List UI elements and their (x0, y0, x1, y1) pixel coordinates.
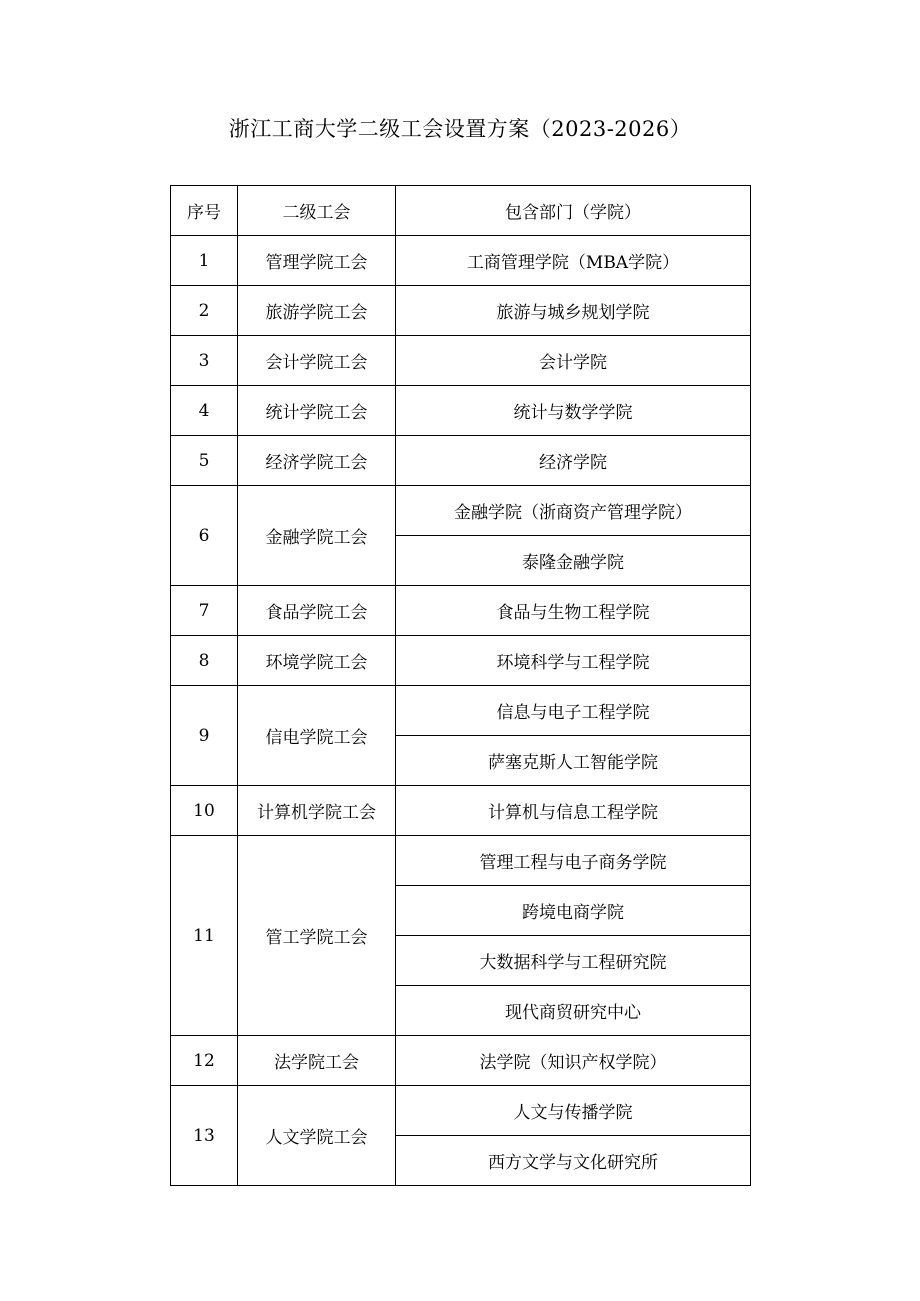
cell-department: 信息与电子工程学院 (396, 686, 751, 736)
table-row (171, 636, 751, 686)
cell-department: 现代商贸研究中心 (396, 986, 751, 1036)
cell-department: 萨塞克斯人工智能学院 (396, 736, 751, 786)
table-row (171, 836, 751, 886)
header-no: 序号 (171, 186, 238, 236)
header-departments: 包含部门（学院） (396, 186, 751, 236)
cell-department: 跨境电商学院 (396, 886, 751, 936)
cell-no: 8 (171, 636, 238, 686)
cell-department: 金融学院（浙商资产管理学院） (396, 486, 751, 536)
table-row (171, 686, 751, 736)
cell-union: 金融学院工会 (238, 486, 396, 586)
cell-department: 经济学院 (396, 436, 751, 486)
table-row (171, 586, 751, 636)
cell-no: 11 (171, 836, 238, 1036)
table-header (171, 186, 751, 236)
cell-department: 大数据科学与工程研究院 (396, 936, 751, 986)
cell-department: 泰隆金融学院 (396, 536, 751, 586)
union-table (170, 185, 751, 1186)
cell-department: 人文与传播学院 (396, 1086, 751, 1136)
cell-union: 管理学院工会 (238, 236, 396, 286)
cell-department: 西方文学与文化研究所 (396, 1136, 751, 1186)
cell-no: 5 (171, 436, 238, 486)
cell-department: 环境科学与工程学院 (396, 636, 751, 686)
document-title: 浙江工商大学二级工会设置方案（2023-2026） (228, 117, 692, 141)
cell-no: 7 (171, 586, 238, 636)
cell-department: 食品与生物工程学院 (396, 586, 751, 636)
cell-department: 统计与数学学院 (396, 386, 751, 436)
cell-union: 法学院工会 (238, 1036, 396, 1086)
table-row (171, 286, 751, 336)
cell-department: 管理工程与电子商务学院 (396, 836, 751, 886)
cell-no: 6 (171, 486, 238, 586)
table-row (171, 436, 751, 486)
header-union: 二级工会 (238, 186, 396, 236)
cell-department: 计算机与信息工程学院 (396, 786, 751, 836)
table-row (171, 786, 751, 836)
table-row (171, 1036, 751, 1086)
table-row (171, 236, 751, 286)
cell-no: 9 (171, 686, 238, 786)
table-row (171, 1086, 751, 1136)
cell-union: 计算机学院工会 (238, 786, 396, 836)
cell-union: 人文学院工会 (238, 1086, 396, 1186)
cell-department: 法学院（知识产权学院） (396, 1036, 751, 1086)
cell-department: 工商管理学院（MBA学院） (396, 236, 751, 286)
cell-no: 4 (171, 386, 238, 436)
cell-no: 10 (171, 786, 238, 836)
cell-union: 食品学院工会 (238, 586, 396, 636)
cell-union: 环境学院工会 (238, 636, 396, 686)
cell-no: 3 (171, 336, 238, 386)
cell-union: 信电学院工会 (238, 686, 396, 786)
cell-union: 经济学院工会 (238, 436, 396, 486)
cell-department: 会计学院 (396, 336, 751, 386)
cell-union: 统计学院工会 (238, 386, 396, 436)
cell-no: 1 (171, 236, 238, 286)
cell-union: 会计学院工会 (238, 336, 396, 386)
cell-no: 13 (171, 1086, 238, 1186)
cell-department: 旅游与城乡规划学院 (396, 286, 751, 336)
cell-union: 管工学院工会 (238, 836, 396, 1036)
header-row (171, 186, 751, 236)
table-row (171, 486, 751, 536)
table-body (171, 236, 751, 1186)
cell-union: 旅游学院工会 (238, 286, 396, 336)
cell-no: 2 (171, 286, 238, 336)
table-row (171, 336, 751, 386)
table-row (171, 386, 751, 436)
cell-no: 12 (171, 1036, 238, 1086)
